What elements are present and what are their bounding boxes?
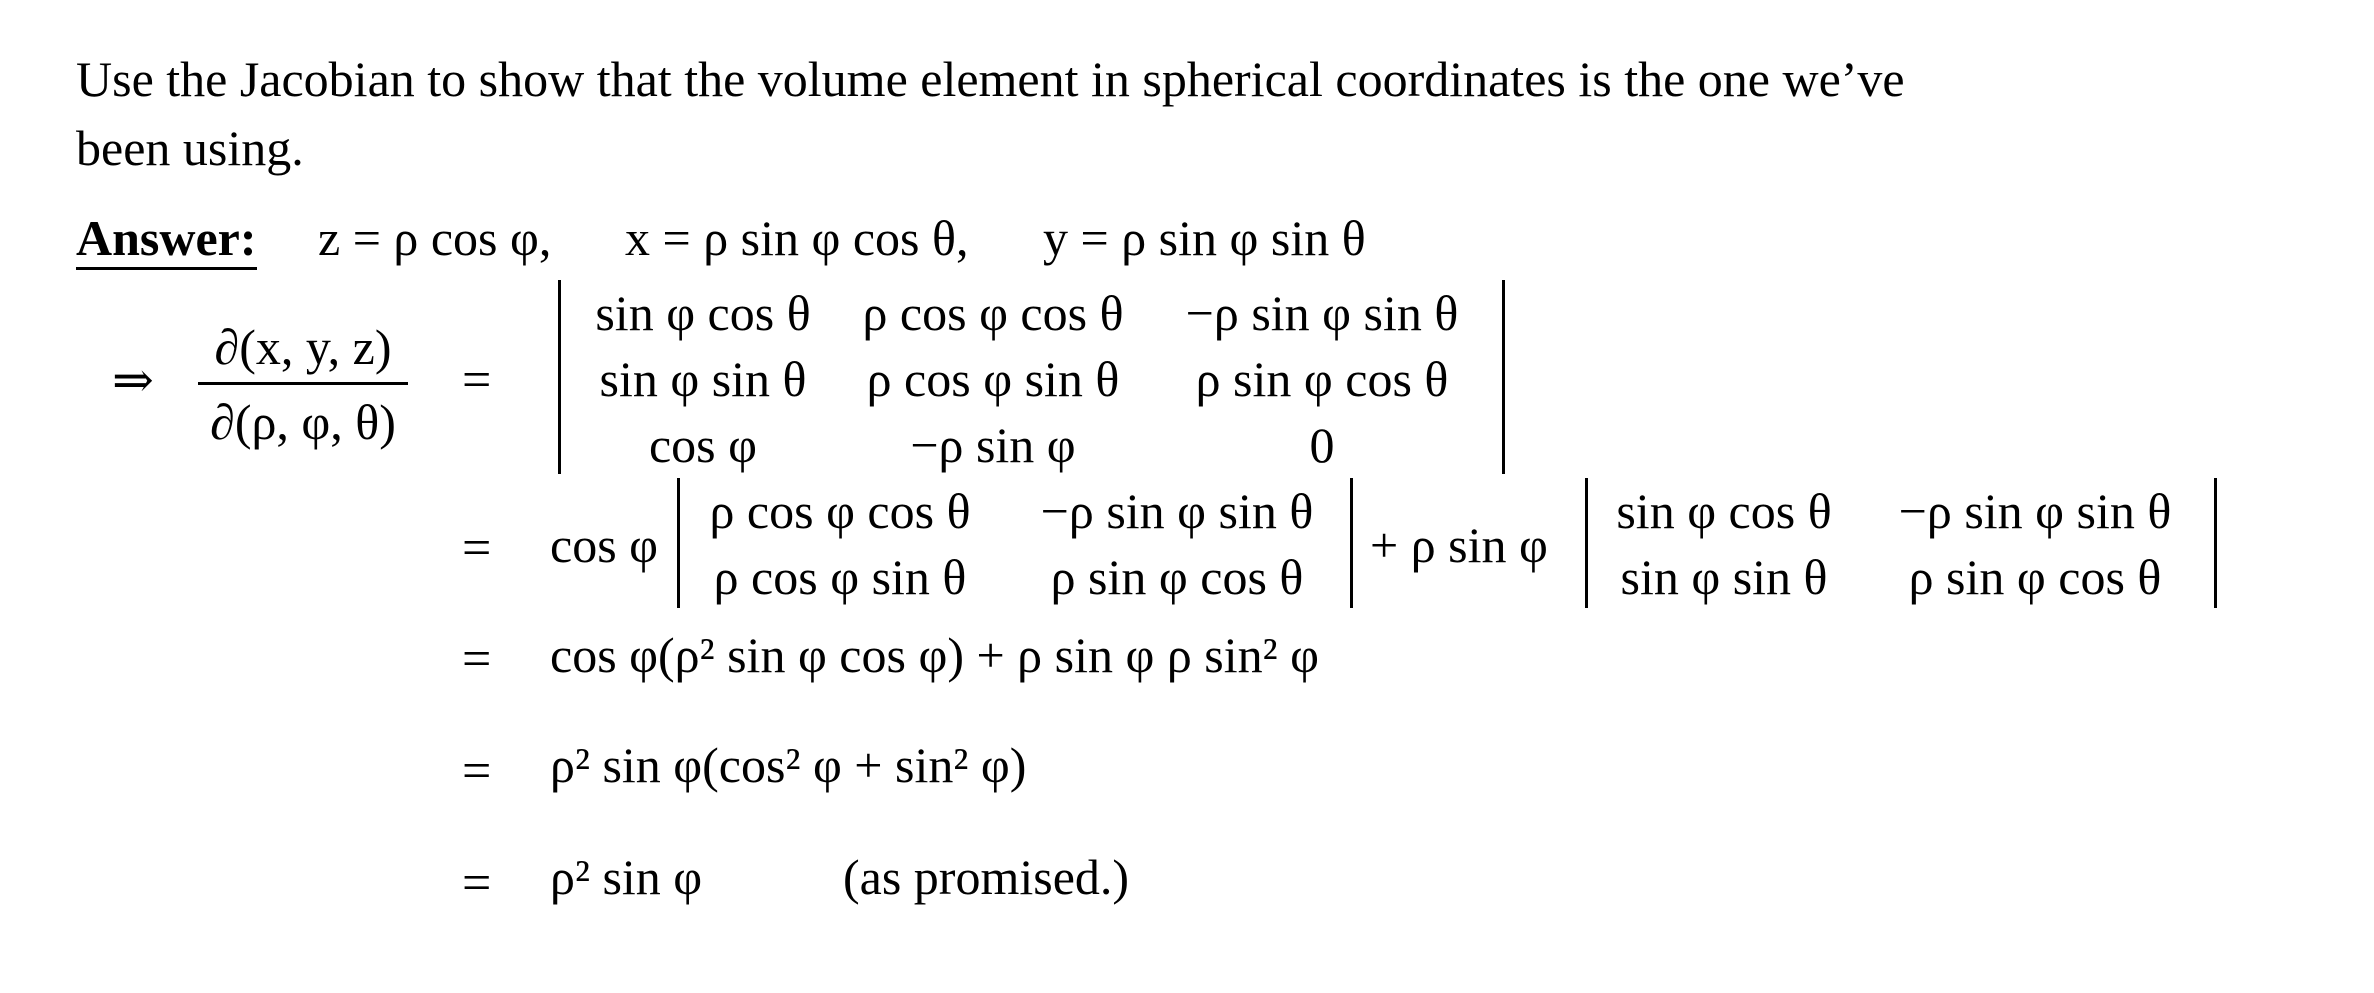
step-5-note: (as promised.) [843,849,1130,905]
fraction-denominator: ∂(ρ, φ, θ) [210,394,396,450]
det-cell-3-3: 0 [1309,417,1335,473]
step-3-expression: cos φ(ρ² sin φ cos φ) + ρ sin φ ρ sin² φ [550,627,1319,683]
det-right-bar [1502,280,1505,474]
implies-arrow: ⇒ [112,352,154,408]
expansion-coef-2: + ρ sin φ [1370,517,1548,573]
minor2-cell-1-1: sin φ cos θ [1616,483,1832,539]
problem-line-1: Use the Jacobian to show that the volume element in spherical coordinates is the one we’ve [76,51,1905,107]
equals-4: = [462,743,492,800]
minor2-right-bar [2214,478,2217,608]
minor2-cell-2-2: ρ sin φ cos θ [1908,549,2162,605]
det-cell-3-1: cos φ [648,417,757,473]
det-cell-1-3: −ρ sin φ sin θ [1185,285,1459,341]
eq-x: x = ρ sin φ cos θ, [625,210,969,266]
equals-1: = [462,352,492,409]
step-5-expression: ρ² sin φ [550,849,703,905]
problem-line-2: been using. [76,120,304,176]
eq-y: y = ρ sin φ sin θ [1043,210,1366,266]
det-cell-2-1: sin φ sin θ [599,351,807,407]
jacobian-fraction [198,318,408,451]
det-cell-1-2: ρ cos φ cos θ [862,285,1124,341]
minor2-cell-2-1: sin φ sin θ [1620,549,1828,605]
minor2-left-bar [1585,478,1588,608]
minor1-cell-2-2: ρ sin φ cos θ [1050,549,1304,605]
eq-z: z = ρ cos φ, [318,210,552,266]
fraction-bar [198,382,408,385]
equals-2: = [462,520,492,577]
minor2-cell-1-2: −ρ sin φ sin θ [1898,483,2172,539]
minor1-right-bar [1350,478,1353,608]
fraction-numerator: ∂(x, y, z) [214,319,392,375]
det-cell-2-2: ρ cos φ sin θ [866,351,1120,407]
det-cell-1-1: sin φ cos θ [595,285,811,341]
step-4-expression: ρ² sin φ(cos² φ + sin² φ) [550,737,1027,793]
det-left-bar [558,280,561,474]
minor1-left-bar [677,478,680,608]
expansion-coef-1: cos φ [550,517,659,573]
minor1-cell-1-2: −ρ sin φ sin θ [1040,483,1314,539]
det-cell-2-3: ρ sin φ cos θ [1195,351,1449,407]
equals-3: = [462,631,492,688]
equals-5: = [462,855,492,912]
minor1-cell-1-1: ρ cos φ cos θ [709,483,971,539]
minor1-cell-2-1: ρ cos φ sin θ [713,549,967,605]
answer-label: Answer: [76,213,257,263]
det-cell-3-2: −ρ sin φ [910,417,1076,473]
